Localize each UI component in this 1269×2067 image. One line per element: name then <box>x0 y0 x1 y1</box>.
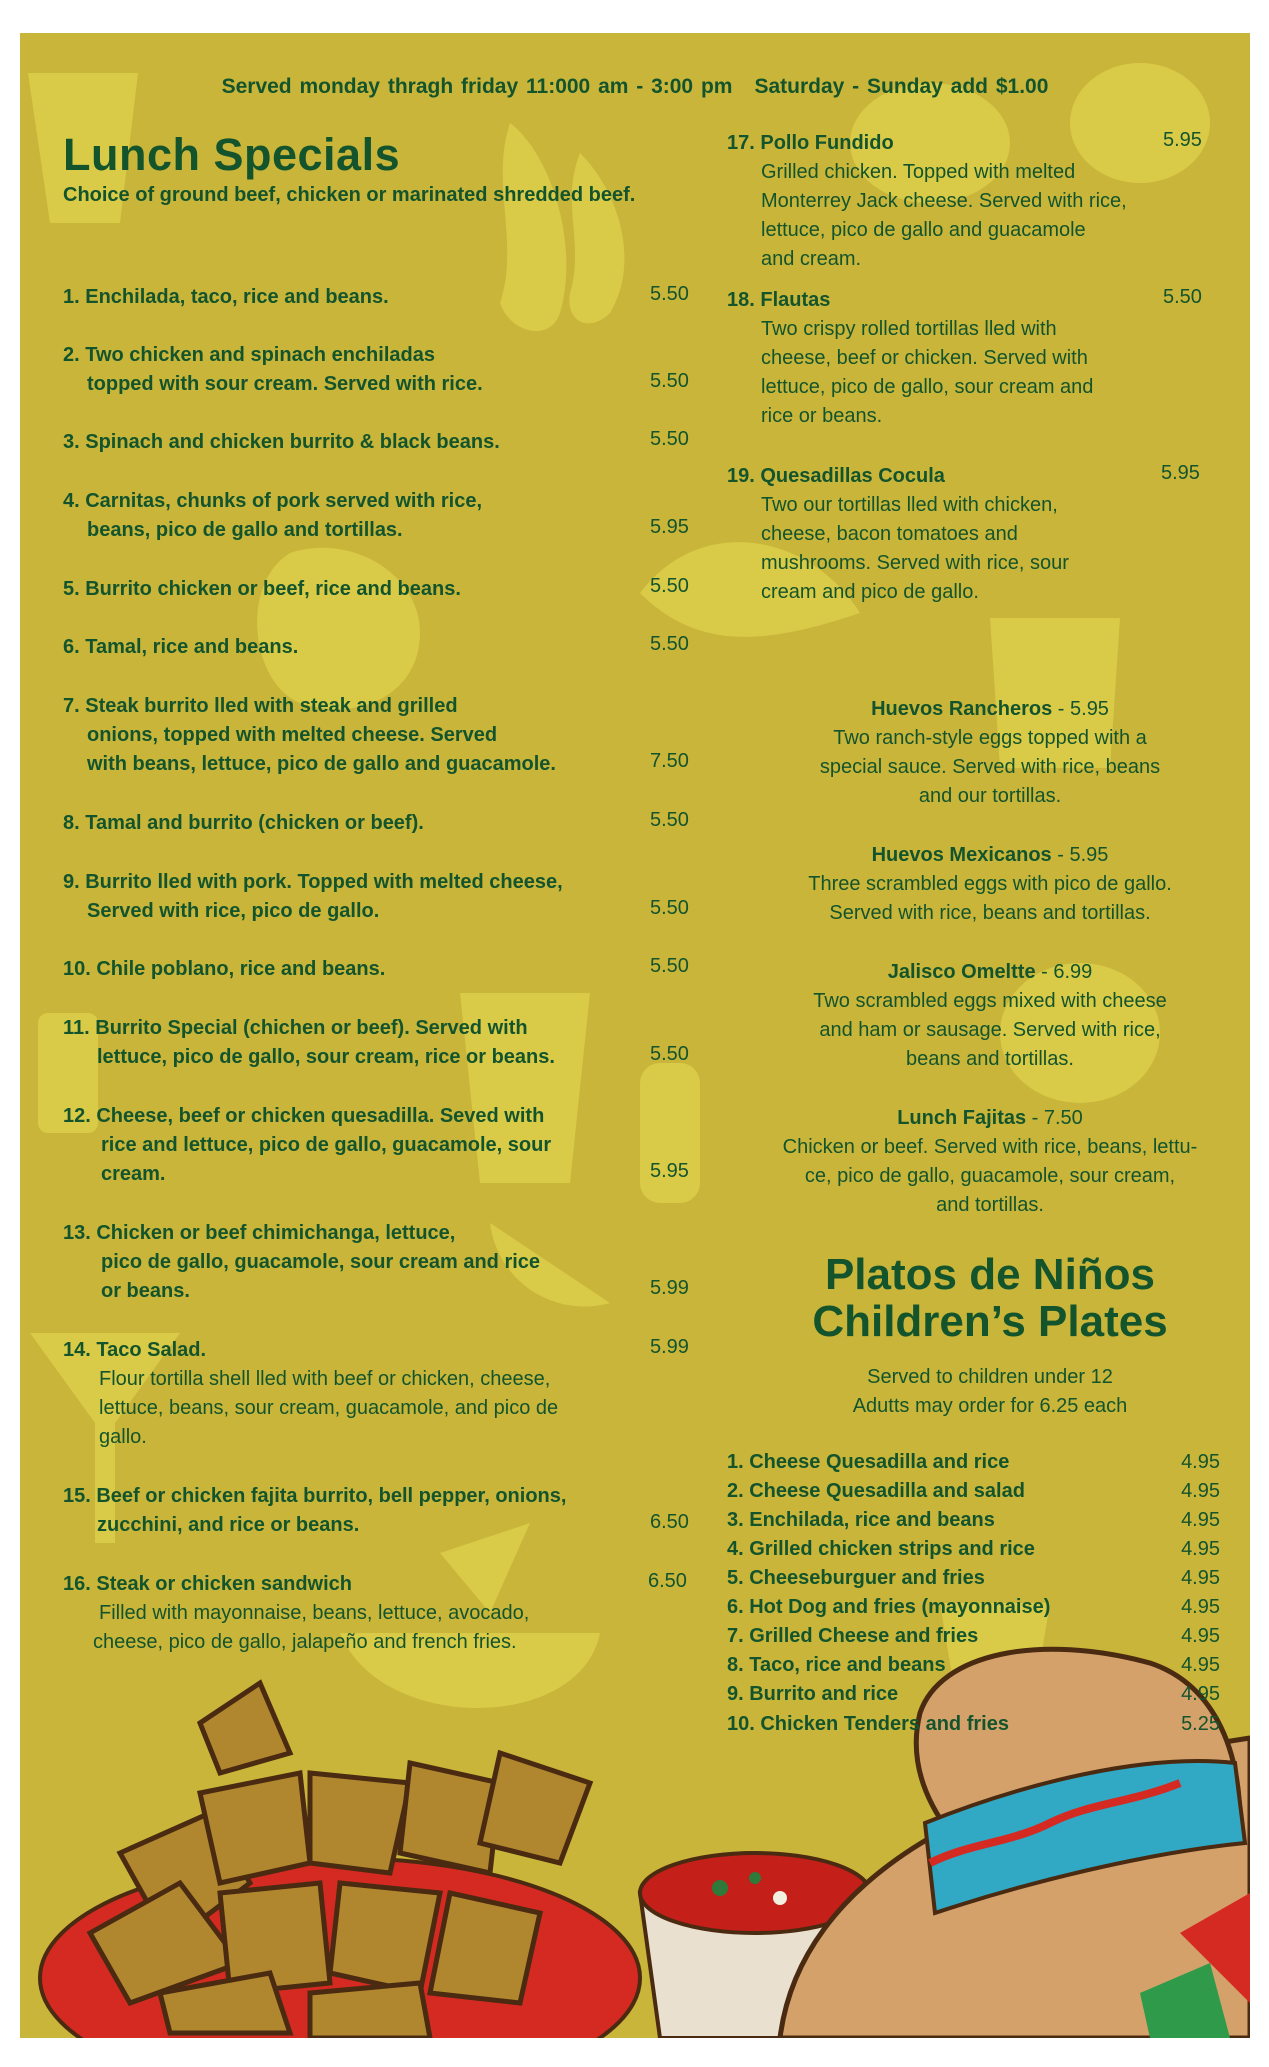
special-lunch-fajitas: Lunch Fajitas - 7.50 Chicken or beef. Served with rice, beans, lettu- ce, pico de gallo, guacamole, sour cream, and tortillas. <box>782 1107 1198 1216</box>
menu-item-1: 1. Enchilada, taco, rice and beans. <box>63 286 389 308</box>
menu-item-3: 3. Spinach and chicken burrito & black beans. <box>63 431 500 453</box>
menu-item-15-price: 6.50 <box>650 1511 689 1533</box>
menu-item-13: 13. Chicken or beef chimichanga, lettuce, pico de gallo, guacamole, sour cream and rice or beans. <box>63 1222 541 1302</box>
menu-item-18-price: 5.50 <box>1163 286 1202 308</box>
kids-item-2-price: 4.95 <box>1181 1480 1220 1502</box>
menu-item-4: 4. Carnitas, chunks of pork served with rice, beans, pico de gallo and tortillas. <box>63 490 483 541</box>
kids-item-2: 2. Cheese Quesadilla and salad <box>727 1480 1025 1502</box>
special-huevos-rancheros: Huevos Rancheros - 5.95 Two ranch-style eggs topped with a special sauce. Served with rice, beans and our tortillas. <box>819 698 1161 807</box>
menu-item-12: 12. Cheese, beef or chicken quesadilla. Seved with rice and lettuce, pico de gallo, guacamole, sour cream. <box>63 1105 552 1185</box>
kids-item-4: 4. Grilled chicken strips and rice <box>727 1538 1035 1560</box>
kids-item-1-price: 4.95 <box>1181 1451 1220 1473</box>
menu-item-6-price: 5.50 <box>650 633 689 655</box>
guitar-icon <box>257 548 420 709</box>
special-huevos-mexicanos: Huevos Mexicanos - 5.95 Three scrambled eggs with pico de gallo. Served with rice, beans and tortillas. <box>808 844 1172 924</box>
menu-item-6: 6. Tamal, rice and beans. <box>63 636 299 658</box>
menu-item-11: 11. Burrito Special (chichen or beef). Served with lettuce, pico de gallo, sour cream, rice or beans. <box>63 1017 555 1068</box>
kids-item-5: 5. Cheeseburguer and fries <box>727 1567 985 1589</box>
menu-item-11-price: 5.50 <box>650 1043 689 1065</box>
menu-item-18: 18. Flautas Two crispy rolled tortillas lled with cheese, beef or chicken. Served with lettuce, pico de gallo, sour cream and rice or beans. <box>727 289 1094 427</box>
kids-item-9: 9. Burrito and rice <box>727 1683 899 1705</box>
kids-item-8: 8. Taco, rice and beans <box>727 1654 946 1676</box>
childrens-plates-title: Platos de Niños Children’s Plates <box>812 1250 1168 1346</box>
lunch-specials-subtitle: Choice of ground beef, chicken or marinated shredded beef. <box>63 184 636 206</box>
menu-item-1-price: 5.50 <box>650 283 689 305</box>
menu-item-7-price: 7.50 <box>650 750 689 772</box>
menu-item-10: 10. Chile poblano, rice and beans. <box>63 958 386 980</box>
lunch-specials-title: Lunch Specials <box>63 129 401 180</box>
weekday-hours: Served monday thragh friday 11:000 am - 3:00 pm <box>221 75 733 98</box>
menu-item-8: 8. Tamal and burrito (chicken or beef). <box>63 812 424 834</box>
kids-item-7: 7. Grilled Cheese and fries <box>727 1625 979 1647</box>
menu-item-5-price: 5.50 <box>650 575 689 597</box>
kids-item-5-price: 4.95 <box>1181 1567 1220 1589</box>
chili-pepper-icon <box>500 123 566 331</box>
menu-item-12-price: 5.95 <box>650 1160 689 1182</box>
menu-page <box>20 33 1250 2038</box>
food-illustration <box>40 1649 1250 2038</box>
kids-item-3: 3. Enchilada, rice and beans <box>727 1509 995 1531</box>
menu-item-16-price: 6.50 <box>648 1570 687 1592</box>
menu-item-19-price: 5.95 <box>1161 462 1200 484</box>
menu-item-3-price: 5.50 <box>650 428 689 450</box>
menu-item-14-price: 5.99 <box>650 1336 689 1358</box>
menu-item-7: 7. Steak burrito lled with steak and grilled onions, topped with melted cheese. Served with beans, lettuce, pico de gallo and guacamole. <box>63 695 556 775</box>
menu-item-13-price: 5.99 <box>650 1277 689 1299</box>
childrens-plates-note: Served to children under 12 Adutts may order for 6.25 each <box>852 1366 1128 1417</box>
menu-item-17-price: 5.95 <box>1163 129 1202 151</box>
menu-item-5: 5. Burrito chicken or beef, rice and beans. <box>63 578 461 600</box>
menu-item-10-price: 5.50 <box>650 955 689 977</box>
kids-item-9-price: 4.95 <box>1181 1683 1220 1705</box>
menu-item-14: 14. Taco Salad. Flour tortilla shell lled with beef or chicken, cheese, lettuce, beans, sour cream, guacamole, and pico de gallo. <box>63 1339 559 1448</box>
kids-item-3-price: 4.95 <box>1181 1509 1220 1531</box>
kids-item-6: 6. Hot Dog and fries (mayonnaise) <box>727 1596 1051 1618</box>
kids-item-10-price: 5.25 <box>1181 1713 1220 1735</box>
menu-item-17: 17. Pollo Fundido Grilled chicken. Topped with melted Monterrey Jack cheese. Served with rice, lettuce, pico de gallo and guacamole and cream. <box>727 132 1127 270</box>
kids-item-7-price: 4.95 <box>1181 1625 1220 1647</box>
special-jalisco-omelette: Jalisco Omeltte - 6.99 Two scrambled eggs mixed with cheese and ham or sausage. Served with rice, beans and tortillas. <box>813 961 1167 1070</box>
sombrero-icon <box>780 1649 1250 2038</box>
menu-item-9: 9. Burrito lled with pork. Topped with melted cheese, Served with rice, pico de gallo. <box>63 871 563 922</box>
menu-item-4-price: 5.95 <box>650 516 689 538</box>
menu-item-2-price: 5.50 <box>650 370 689 392</box>
menu-item-15: 15. Beef or chicken fajita burrito, bell pepper, onions, zucchini, and rice or beans. <box>63 1485 567 1536</box>
kids-item-4-price: 4.95 <box>1181 1538 1220 1560</box>
menu-item-8-price: 5.50 <box>650 809 689 831</box>
kids-item-6-price: 4.95 <box>1181 1596 1220 1618</box>
menu-item-19: 19. Quesadillas Cocula Two our tortillas lled with chicken, cheese, bacon tomatoes and mushrooms. Served with rice, sour cream and pico de gallo. <box>727 465 1069 603</box>
kids-item-1: 1. Cheese Quesadilla and rice <box>727 1451 1010 1473</box>
menu-item-9-price: 5.50 <box>650 897 689 919</box>
chili-pepper-icon-2 <box>569 153 624 323</box>
kids-item-8-price: 4.95 <box>1181 1654 1220 1676</box>
kids-item-10: 10. Chicken Tenders and fries <box>727 1713 1009 1735</box>
service-hours <box>20 75 1250 99</box>
weekend-surcharge: Saturday - Sunday add $1.00 <box>754 75 1049 98</box>
menu-item-16: 16. Steak or chicken sandwich Filled with mayonnaise, beans, lettuce, avocado, cheese, pico de gallo, jalapeño and french fries. <box>63 1573 530 1653</box>
menu-item-2: 2. Two chicken and spinach enchiladas topped with sour cream. Served with rice. <box>63 344 483 395</box>
